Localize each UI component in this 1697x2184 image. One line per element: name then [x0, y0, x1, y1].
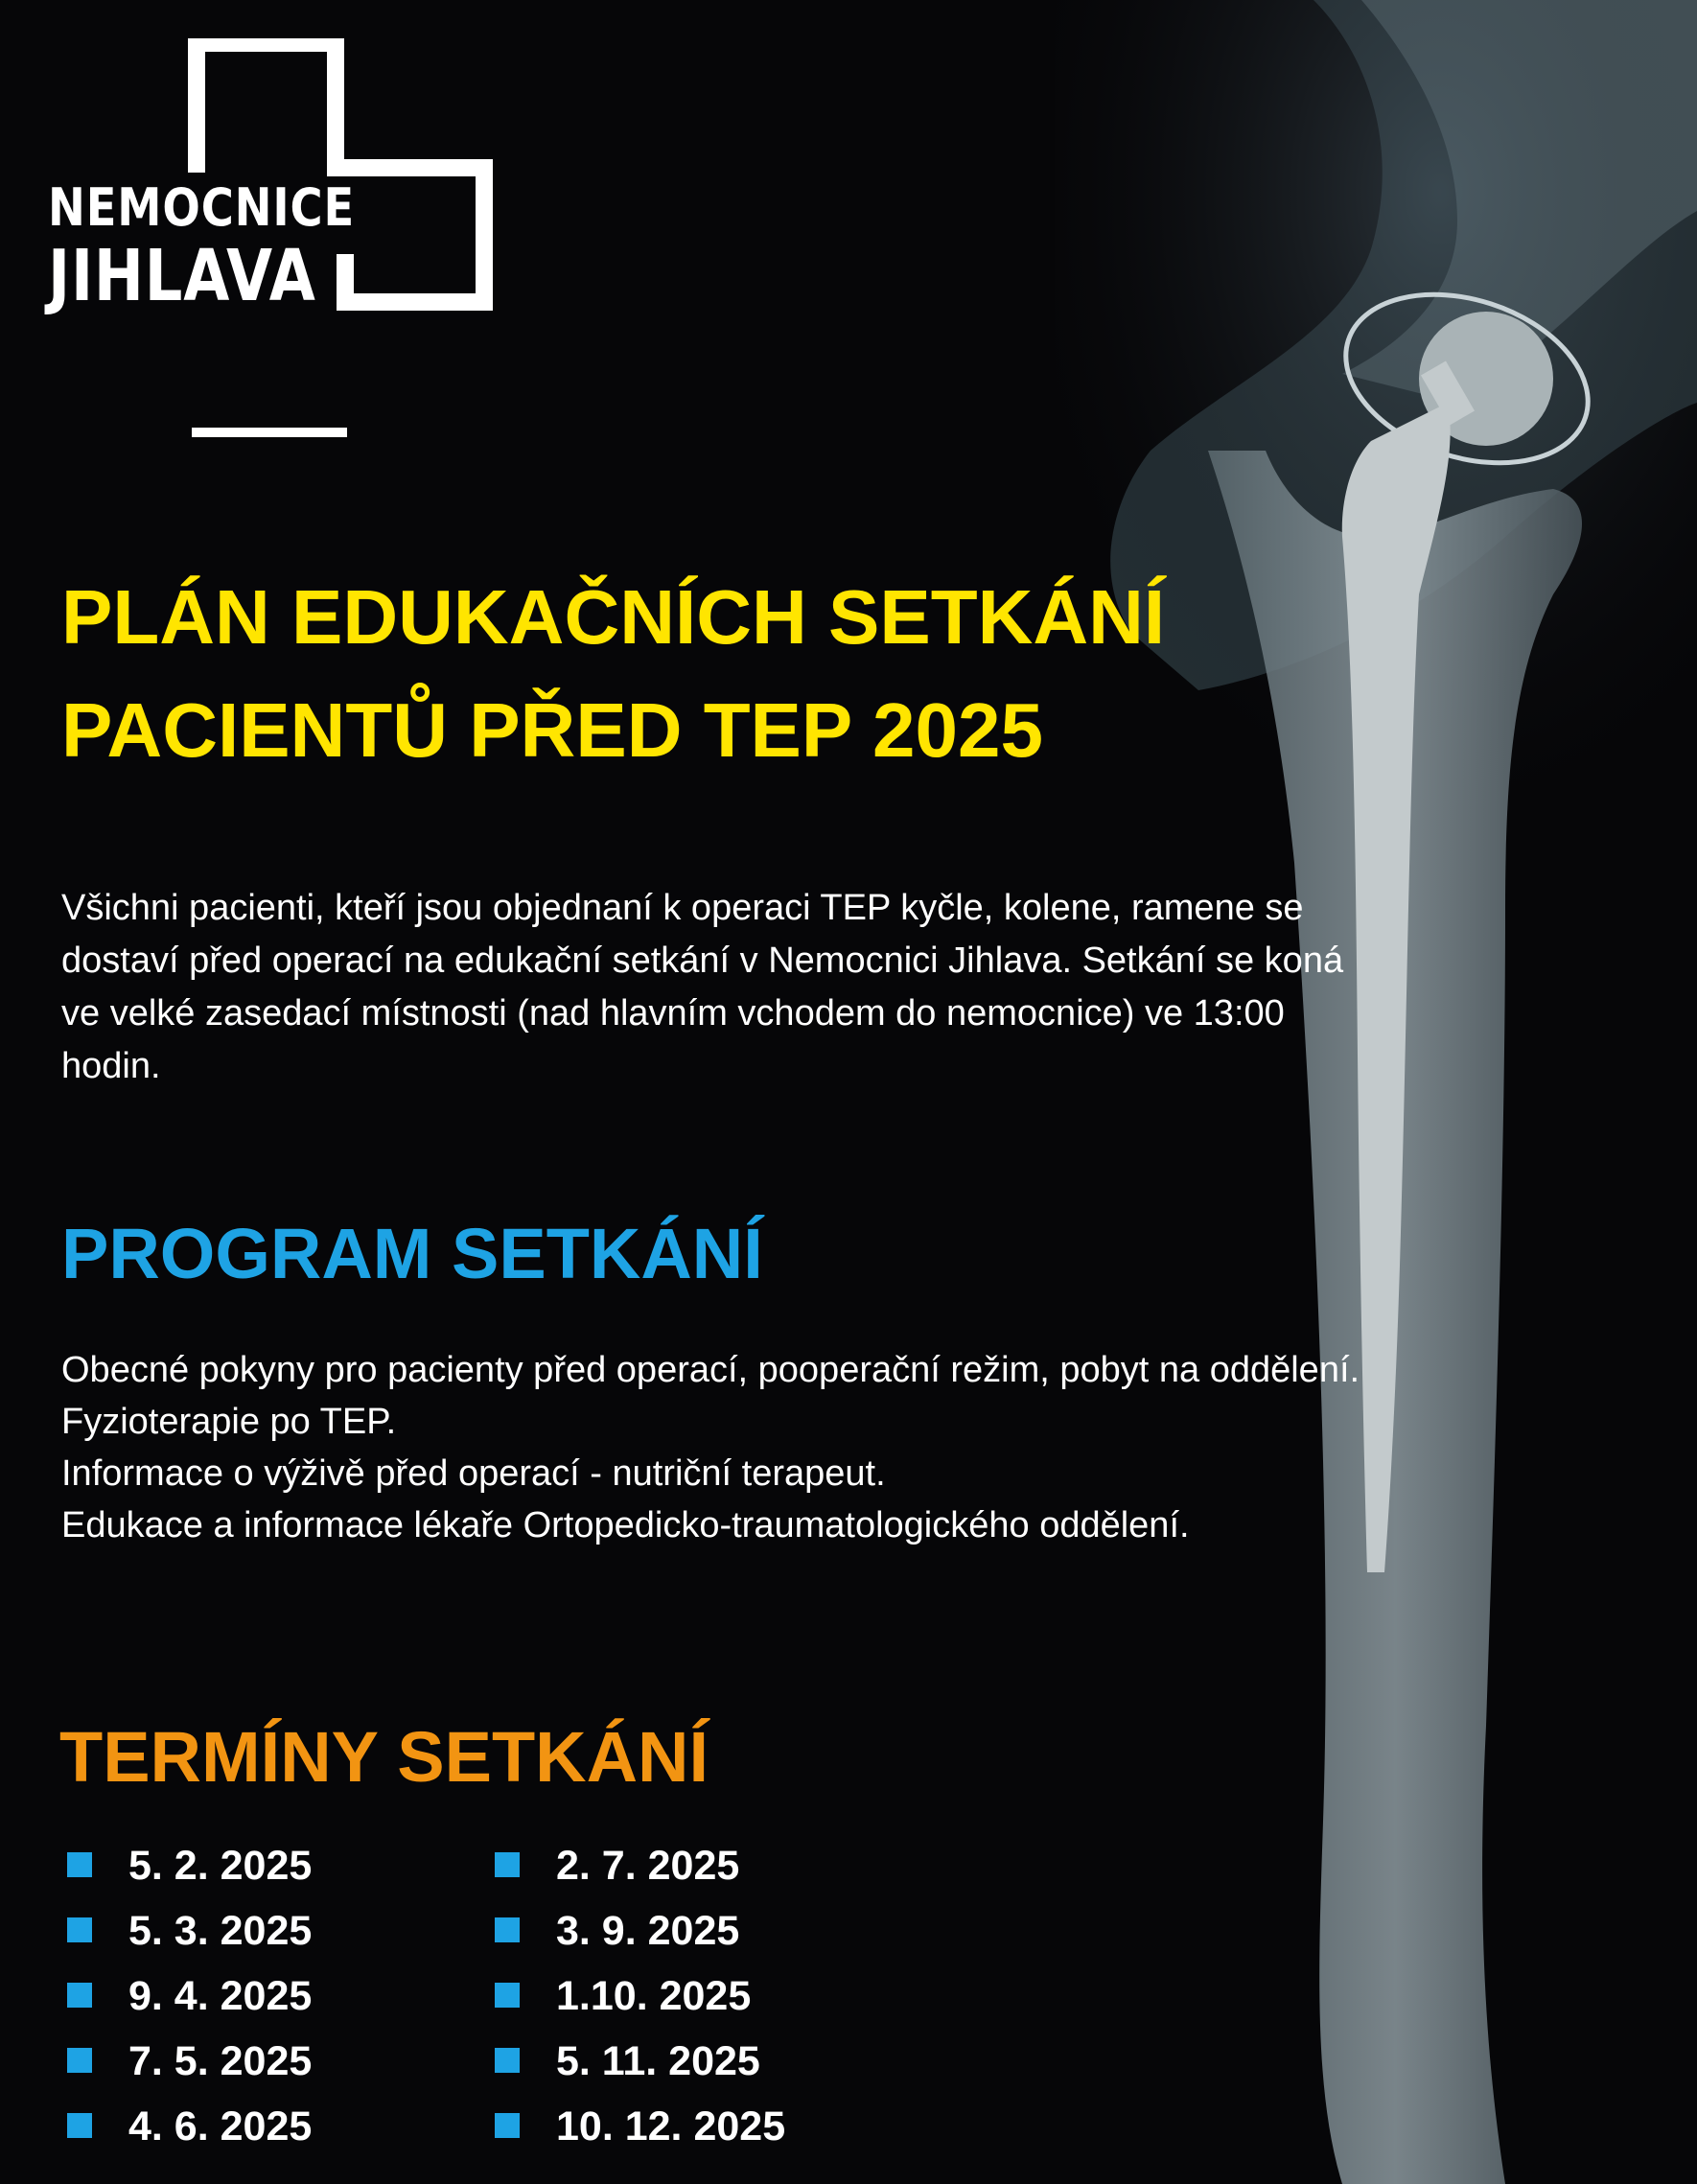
square-bullet-icon	[495, 1917, 520, 1942]
intro-line: ve velké zasedací místnosti (nad hlavním vchodem do nemocnice) ve 13:00	[61, 993, 1285, 1034]
square-bullet-icon	[67, 1983, 92, 2008]
intro-line: Všichni pacienti, kteří jsou objednaní k operaci TEP kyčle, kolene, ramene se	[61, 888, 1304, 928]
square-bullet-icon	[67, 2113, 92, 2138]
date-text: 9. 4. 2025	[128, 1973, 313, 2019]
program-item: Informace o výživě před operací - nutriční terapeut.	[61, 1453, 886, 1494]
intro-paragraph	[61, 882, 1615, 1093]
program-list	[61, 1344, 1360, 1551]
date-item	[495, 1904, 785, 1969]
date-text: 7. 5. 2025	[128, 2038, 313, 2084]
date-text: 1.10. 2025	[556, 1973, 752, 2019]
square-bullet-icon	[67, 2048, 92, 2073]
title-line-1: PLÁN EDUKAČNÍCH SETKÁNÍ	[61, 574, 1166, 660]
dates-column-2	[495, 1839, 785, 2165]
page-title	[61, 561, 1165, 787]
date-item	[495, 1969, 785, 2034]
date-text: 5. 3. 2025	[128, 1908, 313, 1954]
square-bullet-icon	[495, 1852, 520, 1877]
intro-line: hodin.	[61, 1046, 161, 1086]
date-text: 5. 11. 2025	[556, 2038, 760, 2084]
square-bullet-icon	[67, 1852, 92, 1877]
program-item: Edukace a informace lékaře Ortopedicko-traumatologického oddělení.	[61, 1505, 1190, 1545]
date-text: 5. 2. 2025	[128, 1843, 313, 1889]
date-item	[67, 1839, 312, 1904]
date-item	[495, 2034, 785, 2100]
date-text: 10. 12. 2025	[556, 2103, 786, 2149]
divider	[192, 428, 347, 437]
square-bullet-icon	[495, 1983, 520, 2008]
program-item: Fyzioterapie po TEP.	[61, 1402, 397, 1442]
square-bullet-icon	[495, 2113, 520, 2138]
date-item	[495, 2100, 785, 2165]
terms-heading: TERMÍNY SETKÁNÍ	[59, 1717, 709, 1797]
date-item	[67, 2034, 312, 2100]
date-item	[67, 1969, 312, 2034]
date-item	[67, 2100, 312, 2165]
square-bullet-icon	[67, 1917, 92, 1942]
logo-name-line2: JIHLAVA	[48, 235, 316, 317]
title-line-2: PACIENTŮ PŘED TEP 2025	[61, 687, 1044, 773]
logo-name-line1: NEMOCNICE	[48, 177, 356, 238]
hospital-logo	[48, 38, 499, 326]
dates-column-1	[67, 1839, 312, 2165]
program-item: Obecné pokyny pro pacienty před operací, pooperační režim, pobyt na oddělení.	[61, 1350, 1360, 1390]
intro-line: dostaví před operací na edukační setkání v Nemocnici Jihlava. Setkání se koná	[61, 941, 1344, 981]
date-item	[495, 1839, 785, 1904]
program-heading: PROGRAM SETKÁNÍ	[61, 1214, 763, 1293]
date-text: 2. 7. 2025	[556, 1843, 740, 1889]
date-text: 3. 9. 2025	[556, 1908, 740, 1954]
date-text: 4. 6. 2025	[128, 2103, 313, 2149]
square-bullet-icon	[495, 2048, 520, 2073]
date-item	[67, 1904, 312, 1969]
